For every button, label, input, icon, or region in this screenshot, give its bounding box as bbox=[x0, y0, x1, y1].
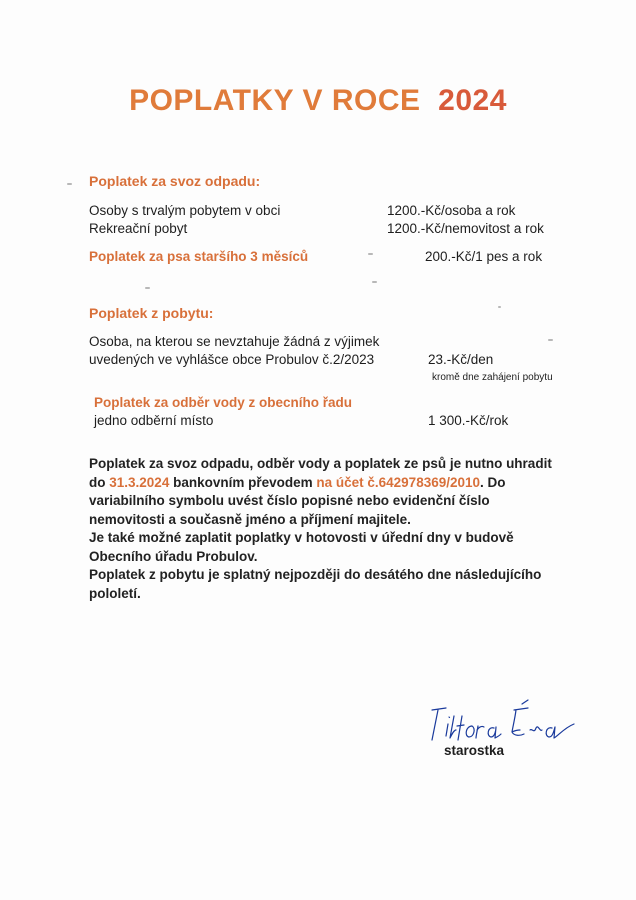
signature-role: starostka bbox=[444, 743, 505, 758]
handwritten-signature bbox=[424, 696, 584, 744]
cash-paragraph: Je také možné zaplatit poplatky v hotovosti v úřední dny v budově Obecního úřadu Probulov. bbox=[89, 530, 514, 564]
scan-speck bbox=[145, 287, 150, 289]
scan-speck bbox=[67, 183, 72, 185]
waste-heading: Poplatek za svoz odpadu: bbox=[89, 173, 261, 189]
page-title bbox=[0, 84, 636, 118]
stay-due-paragraph: Poplatek z pobytu je splatný nejpozději do desátého dne následujícího pololetí. bbox=[89, 567, 542, 601]
water-price: 1 300.-Kč/rok bbox=[428, 413, 509, 428]
waste-row-label: Osoby s trvalým pobytem v obci bbox=[89, 203, 281, 218]
payment-info bbox=[89, 455, 569, 603]
payment-paragraph bbox=[89, 455, 569, 529]
water-label: jedno odběrní místo bbox=[94, 413, 214, 428]
water-heading: Poplatek za odběr vody z obecního řadu bbox=[94, 395, 353, 410]
stay-text-line: Osoba, na kterou se nevztahuje žádná z výjimek bbox=[89, 334, 380, 349]
payment-text: . Do variabilního symbolu uvést číslo popisné nebo evidenční číslo nemovitosti a současně jméno a příjmení majitele. bbox=[89, 474, 506, 527]
waste-row-label: Rekreační pobyt bbox=[89, 221, 188, 236]
stay-price: 23.-Kč/den bbox=[428, 352, 494, 367]
stay-text-line: uvedených ve vyhlášce obce Probulov č.2/2023 bbox=[89, 352, 375, 367]
stay-heading: Poplatek z pobytu: bbox=[89, 305, 214, 321]
due-date: 31.3.2024 bbox=[109, 474, 170, 490]
title-text: POPLATKY V ROCE bbox=[129, 84, 421, 117]
stay-note: kromě dne zahájení pobytu bbox=[432, 372, 553, 383]
dog-price: 200.-Kč/1 pes a rok bbox=[425, 249, 543, 264]
payment-text: Poplatek za svoz odpadu, odběr vody a poplatek ze psů je nutno uhradit do bbox=[89, 456, 552, 490]
title-year: 2024 bbox=[438, 84, 507, 117]
scan-speck bbox=[498, 306, 501, 308]
bank-account: na účet č.642978369/2010 bbox=[316, 474, 481, 490]
payment-text: bankovním převodem bbox=[169, 474, 317, 490]
scan-speck bbox=[548, 339, 553, 341]
scan-speck bbox=[372, 281, 377, 283]
waste-row-price: 1200.-Kč/nemovitost a rok bbox=[387, 221, 544, 236]
scan-speck bbox=[368, 253, 373, 255]
dog-heading: Poplatek za psa staršího 3 měsíců bbox=[89, 249, 309, 264]
waste-row-price: 1200.-Kč/osoba a rok bbox=[387, 203, 516, 218]
